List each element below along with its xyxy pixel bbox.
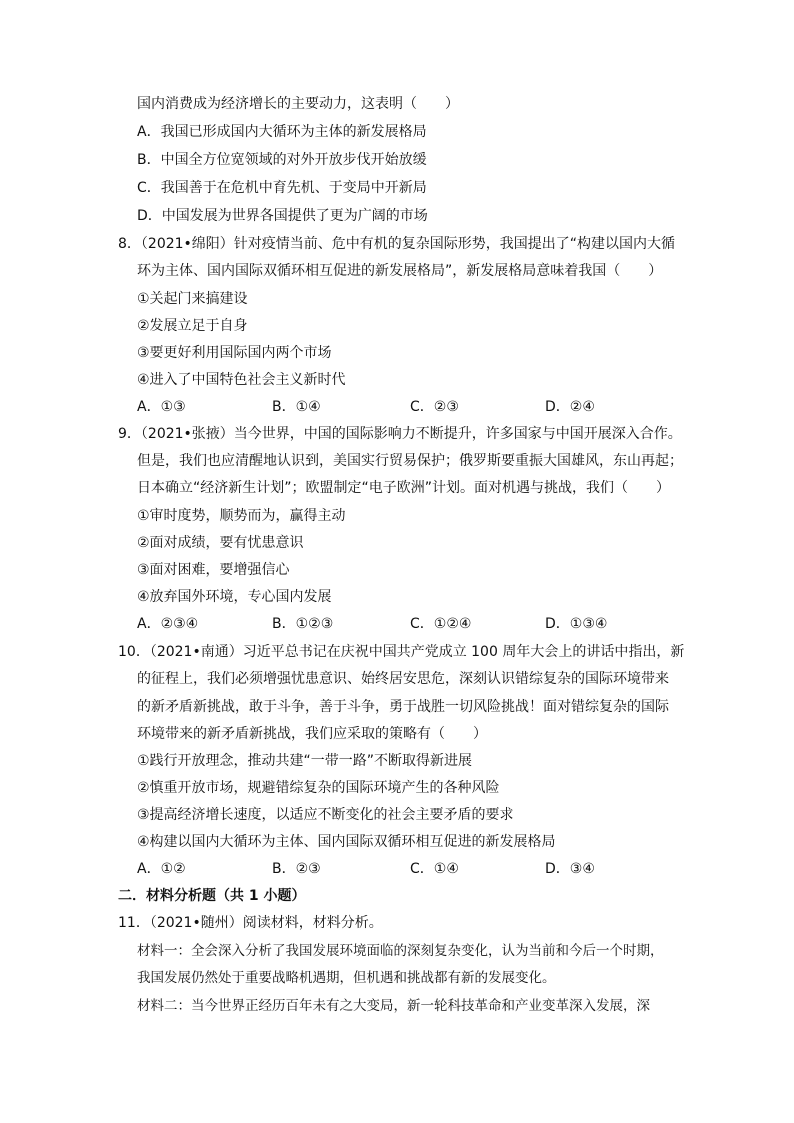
q9-stem-line3: 日本确立“经济新生计划”；欧盟制定“电子欧洲”计划。面对机遇与挑战，我们（ ） (137, 480, 671, 496)
q11-material-2-line1: 材料二：当今世界正经历百年未有之大变局，新一轮科技革命和产业变革深入发展，深 (137, 998, 650, 1014)
q9-item-3: ③面对困难，要增强信心 (137, 562, 290, 578)
section-heading: 二．材料分析题（共 1 小题） (118, 888, 306, 904)
q10-choices (0, 860, 794, 878)
q10-stem-line1: 10．（2021•南通）习近平总书记在庆祝中国共产党成立 100 周年大会上的讲话中指出，新 (118, 644, 685, 660)
q8-item-2: ②发展立足于自身 (137, 318, 248, 334)
q10-choice-c: C．①④ (410, 861, 459, 877)
q8-item-3: ③要更好利用国际国内两个市场 (137, 345, 332, 361)
q9-choice-d: D．①③④ (545, 616, 608, 632)
q8-choices (0, 398, 794, 416)
q7-option-c: C．我国善于在危机中育先机、于变局中开新局 (137, 180, 427, 196)
q9-item-4: ④放弃国外环境，专心国内发展 (137, 589, 332, 605)
q8-stem-line2: 环为主体、国内国际双循环相互促进的新发展格局”，新发展格局意味着我国（ ） (137, 263, 663, 279)
q10-stem-line2: 的征程上，我们必须增强忧患意识、始终居安思危，深刻认识错综复杂的国际环境带来 (137, 671, 669, 687)
q11-material-1-line2: 我国发展仍然处于重要战略机遇期，但机遇和挑战都有新的发展变化。 (137, 970, 556, 986)
q11-material-1-line1: 材料一：全会深入分析了我国发展环境面临的深刻复杂变化，认为当前和今后一个时期， (137, 943, 664, 959)
q8-item-4: ④进入了中国特色社会主义新时代 (137, 372, 346, 388)
q7-stem-tail: 国内消费成为经济增长的主要动力，这表明（ ） (137, 96, 459, 112)
q10-stem-line3: 的新矛盾新挑战，敢于斗争，善于斗争，勇于战胜一切风险挑战！面对错综复杂的国际 (137, 699, 669, 715)
q10-item-2: ②慎重开放市场，规避错综复杂的国际环境产生的各种风险 (137, 780, 500, 796)
q10-item-1: ①践行开放理念，推动共建“一带一路”不断取得新进展 (137, 753, 473, 769)
q8-choice-d: D．②④ (545, 399, 595, 415)
q9-item-2: ②面对成绩，要有忧患意识 (137, 535, 304, 551)
q9-choices (0, 615, 794, 633)
q8-item-1: ①关起门来搞建设 (137, 291, 248, 307)
q9-stem-line2: 但是，我们也应清醒地认识到，美国实行贸易保护；俄罗斯要重振大国雄风，东山再起； (137, 453, 683, 469)
q9-item-1: ①审时度势，顺势而为，赢得主动 (137, 508, 346, 524)
q9-choice-c: C．①②④ (410, 616, 472, 632)
q7-option-d: D．中国发展为世界各国提供了更为广阔的市场 (137, 208, 428, 224)
q9-stem-line1: 9．（2021•张掖）当今世界，中国的国际影响力不断提升，许多国家与中国开展深入合作。 (118, 426, 682, 442)
q7-option-b: B．中国全方位宽领域的对外开放步伐开始放缓 (137, 152, 427, 168)
q8-choice-a: A．①③ (137, 399, 186, 415)
q8-stem-line1: 8．（2021•绵阳）针对疫情当前、危中有机的复杂国际形势，我国提出了“构建以国内大循 (118, 236, 676, 252)
q9-choice-a: A．②③④ (137, 616, 199, 632)
q10-choice-b: B．②③ (272, 861, 321, 877)
q9-choice-b: B．①②③ (272, 616, 334, 632)
q10-stem-line4: 环境带来的新矛盾新挑战，我们应采取的策略有（ ） (137, 726, 487, 742)
q10-item-4: ④构建以国内大循环为主体、国内国际双循环相互促进的新发展格局 (137, 834, 556, 850)
q10-choice-d: D．③④ (545, 861, 595, 877)
q10-item-3: ③提高经济增长速度，以适应不断变化的社会主要矛盾的要求 (137, 807, 514, 823)
q11-stem: 11．（2021•随州）阅读材料，材料分析。 (118, 915, 383, 931)
q10-choice-a: A．①② (137, 861, 186, 877)
q8-choice-b: B．①④ (272, 399, 321, 415)
q7-option-a: A．我国已形成国内大循环为主体的新发展格局 (137, 124, 427, 140)
q8-choice-c: C．②③ (410, 399, 459, 415)
